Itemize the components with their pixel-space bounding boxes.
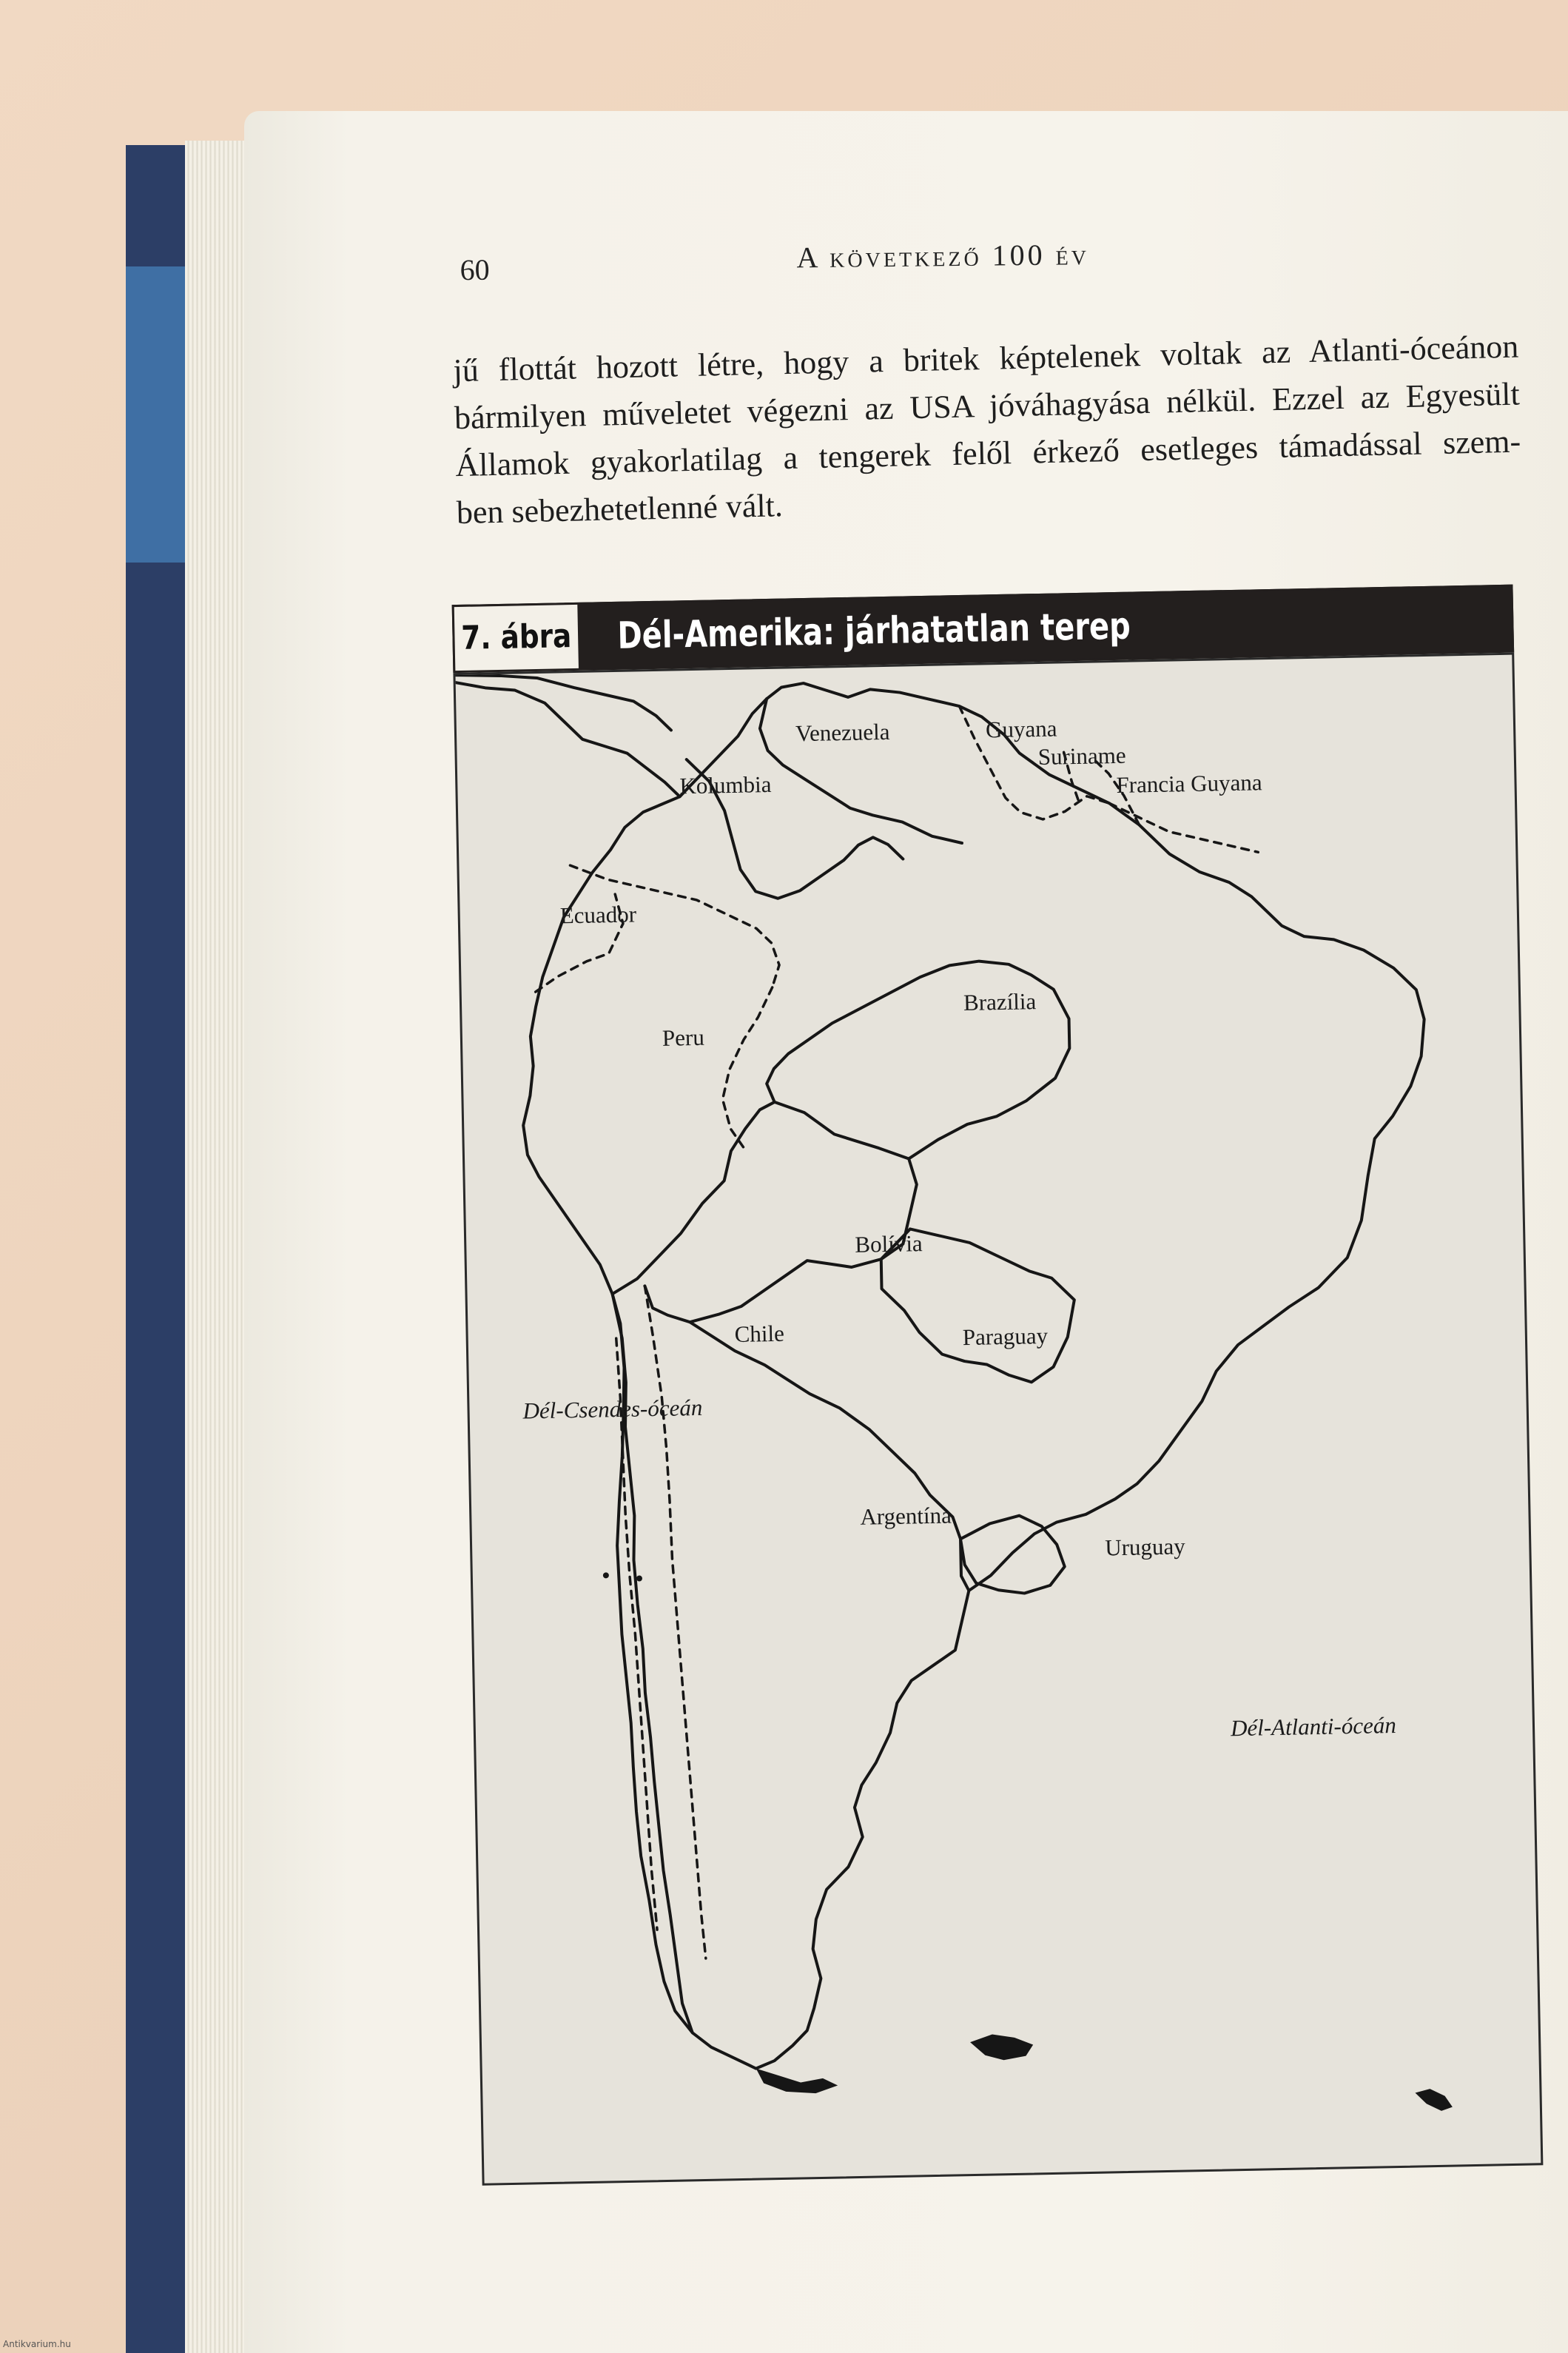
body-line: bármilyen műveletet végezni az USA jóváhagyása nélkül. Ezzel az Egyesült: [454, 375, 1521, 437]
figure-title: Dél-Amerika: járhatatlan terep: [616, 604, 1131, 657]
label-ecuador: Ecuador: [559, 901, 637, 929]
tierra-del-fuego: [756, 2067, 838, 2095]
label-south-atlantic: Dél-Atlanti-óceán: [1230, 1711, 1397, 1742]
body-line: Államok gyakorlatilag a tengerek felől érkező esetleges támadással szem-: [454, 423, 1521, 484]
label-chile: Chile: [734, 1320, 785, 1348]
label-guyana: Guyana: [985, 715, 1057, 743]
label-south-pacific: Dél-Csendes-óceán: [522, 1394, 703, 1424]
label-bolivia: Bolívia: [855, 1230, 923, 1258]
book-spine-accent: [126, 266, 185, 563]
island-marker: [603, 1572, 609, 1578]
central-america-coast: [456, 678, 680, 801]
page-number: 60: [460, 252, 490, 287]
label-french-guiana: Francia Guyana: [1116, 769, 1262, 798]
label-paraguay: Paraguay: [962, 1322, 1049, 1351]
watermark: Antikvarium.hu: [3, 2339, 71, 2349]
south-georgia-island: [1415, 2089, 1453, 2112]
body-paragraph: [453, 323, 1522, 537]
body-line: jű flottát hozott létre, hogy a britek képtelenek voltak az Atlanti-óceánon: [452, 328, 1519, 389]
label-suriname: Suriname: [1037, 742, 1126, 770]
body-line: ben sebezhetetlenné vált.: [456, 487, 784, 531]
label-venezuela: Venezuela: [795, 718, 890, 747]
figure-south-america: [452, 585, 1544, 2186]
andes-dashed-east: [645, 1285, 705, 1959]
argentina-border: [690, 1317, 969, 1596]
central-america-coast-north: [455, 671, 670, 735]
running-title: A következő 100 év: [796, 238, 1090, 275]
bolivia-outline: [642, 1099, 920, 1323]
label-colombia: Kolumbia: [679, 771, 772, 799]
peru-bolivia-border: [609, 1102, 778, 1294]
falkland-islands: [970, 2033, 1034, 2061]
label-uruguay: Uruguay: [1104, 1533, 1186, 1561]
island-marker: [636, 1575, 642, 1581]
map-panel: [453, 653, 1543, 2186]
label-brazil: Brazília: [963, 988, 1037, 1016]
venezuela-inner-border: [759, 695, 962, 847]
continent-coastline: [515, 671, 1444, 2072]
label-peru: Peru: [662, 1024, 705, 1051]
figure-number: 7. ábra: [454, 605, 579, 671]
label-argentina: Argentína: [860, 1502, 952, 1530]
